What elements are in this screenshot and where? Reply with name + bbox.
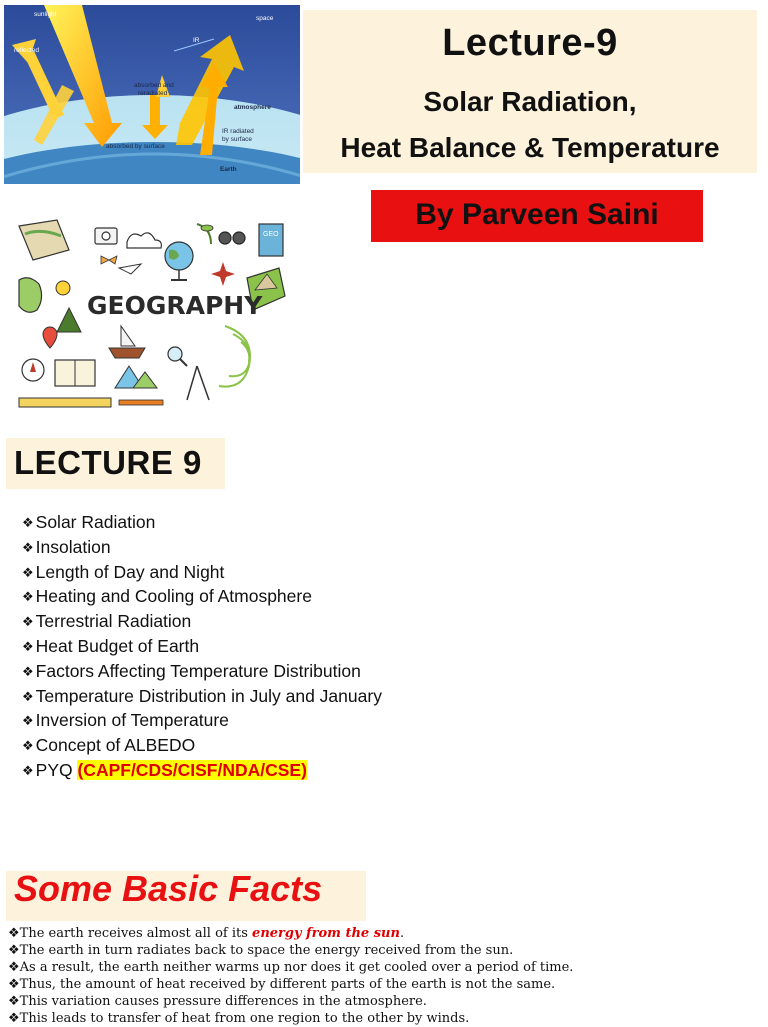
geography-word: GEOGRAPHY [87, 291, 263, 320]
pencil-icon [119, 400, 163, 405]
pyq-exam-tag: (CAPF/CDS/CISF/NDA/CSE) [77, 759, 307, 780]
label-atmosphere: atmosphere [234, 104, 271, 111]
diamond-bullet-icon: ❖ [22, 663, 34, 679]
topic-item [22, 634, 382, 659]
fact-suffix: . [399, 926, 405, 941]
topic-label: Inversion of Temperature [35, 710, 229, 731]
fact-text: Thus, the amount of heat received by different parts of the earth is not the same. [19, 977, 556, 992]
geo-tag-text: GEO [263, 231, 279, 238]
geo-passport-icon [259, 224, 283, 256]
topic-label: Terrestrial Radiation [35, 611, 192, 632]
topic-label: Factors Affecting Temperature Distribution [35, 660, 361, 681]
diamond-bullet-icon: ❖ [22, 713, 34, 729]
topic-item [22, 659, 382, 684]
diamond-bullet-icon: ❖ [8, 1011, 20, 1026]
topic-item [22, 560, 382, 585]
fact-item [8, 942, 573, 959]
fact-item [8, 959, 573, 976]
diamond-bullet-icon: ❖ [22, 515, 34, 530]
fact-text: The earth receives almost all of its [19, 926, 253, 941]
fact-item [8, 1010, 573, 1027]
region-map-icon [19, 278, 42, 313]
label-sunlight: sunlight [34, 11, 57, 18]
fact-item [8, 925, 573, 942]
sun-icon [56, 281, 70, 295]
ruler-icon [19, 398, 111, 407]
fact-text: As a result, the earth neither warms up nor does it get cooled over a period of time. [19, 960, 574, 975]
lecture-label: LECTURE 9 [14, 444, 202, 481]
topic-item-pyq [22, 758, 382, 783]
author-name: By Parveen Saini [415, 198, 659, 231]
topic-label: Length of Day and Night [35, 561, 225, 582]
diamond-bullet-icon: ❖ [22, 638, 34, 654]
diamond-bullet-icon: ❖ [22, 762, 34, 778]
topic-item [22, 535, 382, 560]
fact-highlight: energy from the sun [252, 926, 400, 941]
diamond-bullet-icon: ❖ [22, 614, 34, 630]
topics-list [22, 510, 382, 783]
topic-label: Temperature Distribution in July and January [35, 685, 382, 706]
diamond-bullet-icon: ❖ [22, 688, 34, 704]
topic-label: Insolation [35, 536, 111, 557]
pyq-label: PYQ [35, 759, 78, 780]
lecture-subtitle-line1: Solar Radiation, [423, 86, 637, 117]
diamond-bullet-icon: ❖ [22, 564, 34, 580]
label-ir: IR [193, 37, 200, 44]
topic-item [22, 733, 382, 758]
topic-item [22, 609, 382, 634]
topic-label: Heat Budget of Earth [35, 635, 200, 656]
diamond-bullet-icon: ❖ [8, 994, 20, 1009]
topic-item [22, 584, 382, 609]
diamond-bullet-icon: ❖ [8, 977, 20, 992]
label-ir-radiated: IR radiated [222, 128, 254, 135]
diamond-bullet-icon: ❖ [22, 539, 34, 555]
diamond-bullet-icon: ❖ [8, 960, 20, 975]
topic-label: Concept of ALBEDO [35, 735, 196, 756]
topic-item [22, 708, 382, 733]
diamond-bullet-icon: ❖ [8, 926, 20, 941]
lecture-subtitle-line2: Heat Balance & Temperature [340, 132, 720, 163]
facts-title: Some Basic Facts [14, 868, 323, 909]
label-space: space [256, 15, 274, 22]
lecture-title: Lecture-9 [442, 22, 618, 64]
fact-text: This variation causes pressure differences in the atmosphere. [19, 994, 427, 1009]
facts-list [8, 925, 573, 1027]
fact-text: This leads to transfer of heat from one region to the other by winds. [19, 1011, 470, 1026]
topic-item [22, 684, 382, 709]
label-earth: Earth [220, 166, 237, 173]
topic-label: Solar Radiation [35, 512, 156, 532]
label-reradiated: reradiated [138, 90, 168, 97]
diamond-bullet-icon: ❖ [8, 943, 20, 958]
fact-item [8, 993, 573, 1010]
topic-label: Heating and Cooling of Atmosphere [35, 586, 312, 607]
label-by-surface: by surface [222, 136, 252, 143]
diamond-bullet-icon: ❖ [22, 738, 34, 754]
diamond-bullet-icon: ❖ [22, 589, 34, 605]
geography-illustration [11, 216, 289, 412]
label-absorbed: absorbed and [134, 82, 174, 89]
fact-item [8, 976, 573, 993]
solar-radiation-diagram [4, 5, 300, 184]
fact-text: The earth in turn radiates back to space the energy received from the sun. [19, 943, 514, 958]
label-absorbed-surface: absorbed by surface [106, 143, 165, 150]
label-reflected: reflected [14, 47, 39, 54]
topic-item [22, 510, 382, 535]
